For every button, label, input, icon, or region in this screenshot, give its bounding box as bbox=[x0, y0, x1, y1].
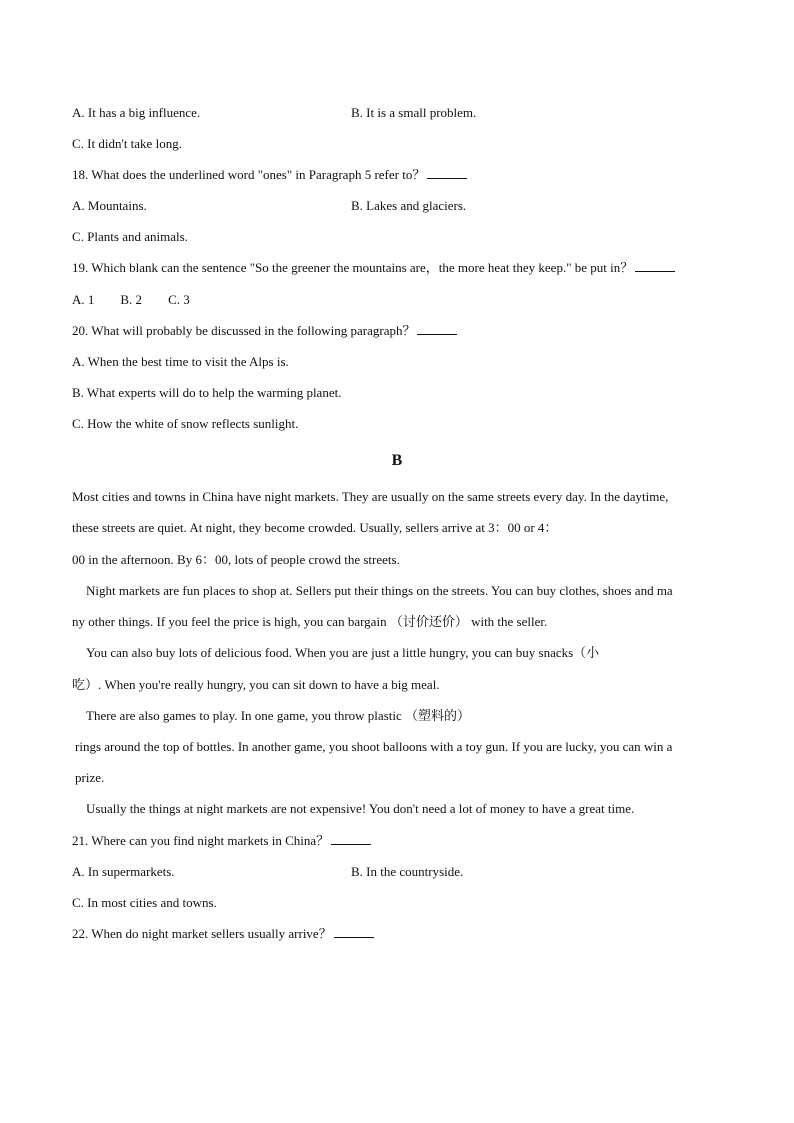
q17-option-b: B. It is a small problem. bbox=[351, 105, 477, 120]
answer-blank[interactable] bbox=[635, 260, 675, 272]
passage-line: these streets are quiet. At night, they become crowded. Usually, sellers arrive at 3：00 or 4： bbox=[72, 520, 558, 535]
q18-option-c: C. Plants and animals. bbox=[72, 229, 188, 244]
answer-blank[interactable] bbox=[334, 926, 374, 938]
q18-option-a: A. Mountains. bbox=[72, 198, 147, 213]
q19-options bbox=[72, 292, 190, 308]
q20-option-c: C. How the white of snow reflects sunlight. bbox=[72, 416, 299, 431]
q21-option-a: A. In supermarkets. bbox=[72, 864, 175, 879]
passage-line: Night markets are fun places to shop at. Sellers put their things on the streets. You can buy clothes, shoes and ma bbox=[86, 583, 673, 598]
passage-line: 吃）. When you're really hungry, you can sit down to have a big meal. bbox=[72, 677, 440, 692]
q19-option-c: C. 3 bbox=[168, 292, 190, 307]
q20-question-text: 20. What will probably be discussed in the following paragraph？ bbox=[72, 323, 416, 338]
q19-option-b: B. 2 bbox=[120, 292, 143, 307]
passage-line: You can also buy lots of delicious food. When you are just a little hungry, you can buy snacks（小 bbox=[86, 645, 600, 660]
q19-option-a: A. 1 bbox=[72, 292, 95, 307]
passage-line: Most cities and towns in China have night markets. They are usually on the same streets every day. In the daytime, bbox=[72, 489, 669, 504]
passage-line: ny other things. If you feel the price is high, you can bargain （讨价还价） with the seller. bbox=[72, 614, 548, 629]
q20-option-b: B. What experts will do to help the warming planet. bbox=[72, 385, 342, 400]
section-title: B bbox=[391, 452, 403, 469]
q19-question-text: 19. Which blank can the sentence "So the greener the mountains are，the more heat they keep." be put in？ bbox=[72, 260, 634, 275]
q21-option-b: B. In the countryside. bbox=[351, 864, 464, 879]
q21-question bbox=[72, 833, 371, 849]
q20-question bbox=[72, 323, 457, 339]
answer-blank[interactable] bbox=[427, 167, 467, 179]
answer-blank[interactable] bbox=[417, 323, 457, 335]
q20-option-a: A. When the best time to visit the Alps is. bbox=[72, 354, 289, 369]
q18-question bbox=[72, 167, 467, 183]
passage-line: rings around the top of bottles. In another game, you shoot balloons with a toy gun. If you are lucky, you can win a bbox=[75, 739, 673, 754]
passage-line: There are also games to play. In one game, you throw plastic （塑料的） bbox=[86, 708, 470, 723]
q18-question-text: 18. What does the underlined word "ones" in Paragraph 5 refer to？ bbox=[72, 167, 426, 182]
passage-line: 00 in the afternoon. By 6：00, lots of people crowd the streets. bbox=[72, 552, 400, 567]
q21-option-c: C. In most cities and towns. bbox=[72, 895, 217, 910]
q17-option-a: A. It has a big influence. bbox=[72, 105, 201, 120]
q22-question-text: 22. When do night market sellers usually arrive？ bbox=[72, 926, 332, 941]
answer-blank[interactable] bbox=[331, 833, 371, 845]
q21-question-text: 21. Where can you find night markets in China？ bbox=[72, 833, 330, 848]
q19-question bbox=[72, 260, 675, 276]
q22-question bbox=[72, 926, 374, 942]
q17-option-c: C. It didn't take long. bbox=[72, 136, 182, 151]
passage-line: prize. bbox=[75, 770, 105, 785]
q18-option-b: B. Lakes and glaciers. bbox=[351, 198, 467, 213]
passage-line: Usually the things at night markets are not expensive! You don't need a lot of money to have a great time. bbox=[86, 801, 635, 816]
